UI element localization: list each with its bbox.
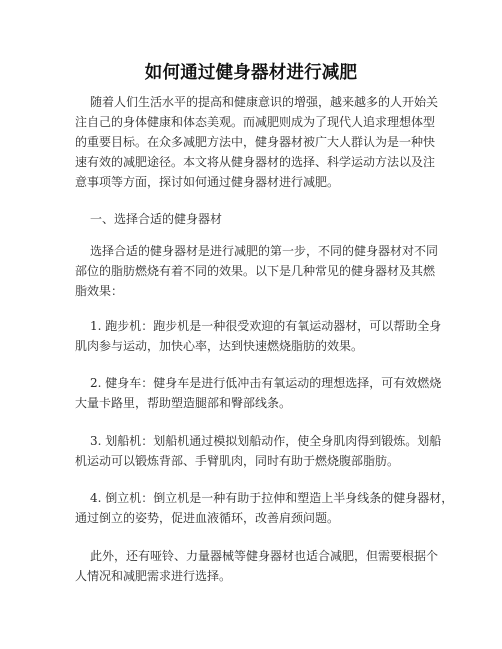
- paragraph-intro: [75, 92, 439, 192]
- section-heading: [75, 209, 435, 229]
- list-item-treadmill: [75, 316, 442, 356]
- text-line: 脂效果：: [75, 284, 124, 298]
- list-item-rowing-machine: [75, 431, 442, 471]
- list-item-inversion-table: [75, 488, 454, 528]
- text-line: 部位的脂肪燃烧有着不同的效果。以下是几种常见的健身器材及其燃: [75, 264, 436, 278]
- text-line: 意事项等方面，探讨如何通过健身器材进行减肥。: [75, 175, 340, 189]
- text-line: 1. 跑步机：跑步机是一种很受欢迎的有氧运动器材，可以帮助全身: [90, 319, 442, 333]
- text-line: 大量卡路里，帮助塑造腿部和臀部线条。: [75, 396, 292, 410]
- text-line: 通过倒立的姿势，促进血液循环，改善肩颈问题。: [75, 511, 340, 525]
- text-line: 3. 划船机：划船机通过模拟划船动作，使全身肌肉得到锻炼。划船: [90, 434, 442, 448]
- text-line: 人情况和减肥需求进行选择。: [75, 569, 232, 583]
- text-line: 2. 健身车：健身车是进行低冲击有氧运动的理想选择，可有效燃烧: [90, 376, 442, 390]
- text-line: 肌肉参与运动，加快心率，达到快速燃烧脂肪的效果。: [75, 339, 364, 353]
- text-line: 机运动可以锻炼背部、手臂肌肉，同时有助于燃烧腹部脂肪。: [75, 454, 400, 468]
- document-title: 如何通过健身器材进行减肥: [144, 63, 358, 83]
- text-line: 此外，还有哑铃、力量器械等健身器材也适合减肥，但需要根据个: [90, 549, 439, 563]
- paragraph-other-equipment: [75, 546, 439, 586]
- text-line: 一、选择合适的健身器材: [90, 212, 223, 226]
- list-item-exercise-bike: [75, 373, 442, 413]
- text-line: 4. 倒立机：倒立机是一种有助于拉伸和塑造上半身线条的健身器材，: [90, 491, 454, 505]
- text-line: 随着人们生活水平的提高和健康意识的增强，越来越多的人开始关: [90, 95, 439, 109]
- text-line: 的重要目标。在众多减肥方法中，健身器材被广大人群认为是一种快: [75, 135, 436, 149]
- paragraph-selection: [75, 241, 439, 301]
- text-line: 选择合适的健身器材是进行减肥的第一步，不同的健身器材对不同: [90, 244, 439, 258]
- text-line: 速有效的减肥途径。本文将从健身器材的选择、科学运动方法以及注: [75, 155, 436, 169]
- text-line: 注自己的身体健康和体态美观。而减肥则成为了现代人追求理想体型: [75, 115, 436, 129]
